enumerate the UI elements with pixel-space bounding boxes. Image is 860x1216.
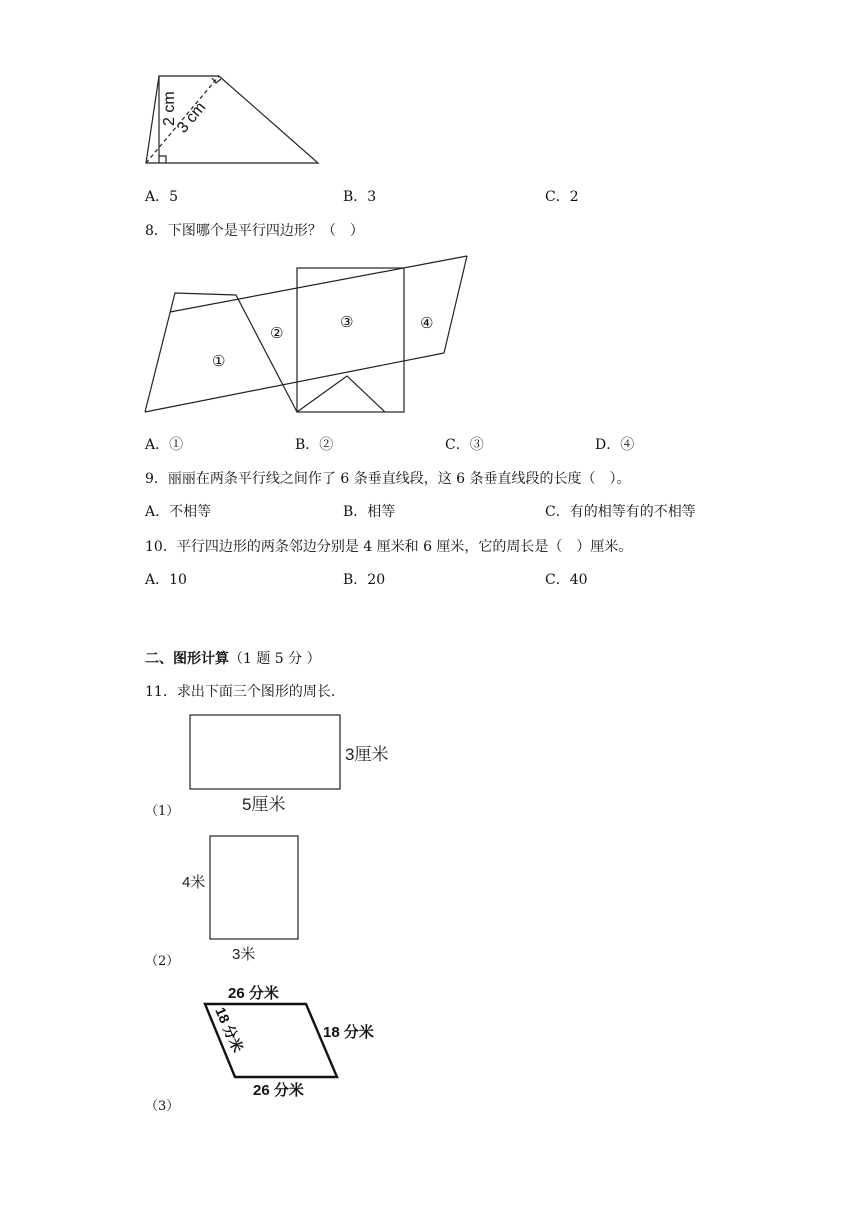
q9-option-c[interactable]: C．有的相等有的不相等	[545, 504, 696, 520]
fig1-height-label: 3厘米	[345, 745, 389, 764]
q11-stem: 11．求出下面三个图形的周长．	[145, 684, 345, 700]
q9-stem: 9．丽丽在两条平行线之间作了 6 条垂直线段，这 6 条垂直线段的长度（ ）。	[145, 471, 631, 487]
region-3-rectangle	[297, 268, 404, 412]
fig2-rectangle	[210, 836, 298, 939]
right-angle-mark-bottom	[159, 156, 166, 163]
q11-figure-3	[195, 980, 395, 1106]
q8-option-c[interactable]: C．③	[445, 437, 484, 453]
q10-option-c[interactable]: C．40	[545, 572, 588, 588]
right-slanted-edge	[444, 256, 467, 353]
q10-stem: 10．平行四边形的两条邻边分别是 4 厘米和 6 厘米，它的周长是（ ）厘米。	[145, 539, 633, 555]
q8-option-b[interactable]: B．②	[295, 437, 334, 453]
inner-triangle	[297, 376, 385, 412]
fig1-width-label: 5厘米	[242, 795, 286, 814]
q7-option-a[interactable]: A．5	[145, 189, 179, 205]
section-2-heading-rest: （1 题 5 分 ）	[229, 651, 321, 667]
q7-trapezoid-figure	[140, 70, 330, 170]
q10-option-b[interactable]: B．20	[343, 572, 386, 588]
fig3-bottom-label: 26 分米	[253, 1082, 304, 1099]
region-4-label: ④	[420, 315, 434, 332]
region-2-label: ②	[270, 325, 284, 342]
q7-long-label: 3 cm	[174, 99, 210, 137]
fig3-right-label: 18 分米	[323, 1024, 374, 1041]
q7-short-label: 2 cm	[161, 91, 178, 126]
section-2-heading	[145, 648, 321, 668]
q9-option-a[interactable]: A．不相等	[145, 504, 212, 520]
q8-stem: 8．下图哪个是平行四边形？（ ）	[145, 223, 364, 239]
q7-option-b[interactable]: B．3	[343, 189, 377, 205]
q8-option-d[interactable]: D．④	[595, 437, 635, 453]
fig2-height-label: 4米	[182, 874, 206, 891]
region-1-label: ①	[212, 353, 226, 370]
lower-slanted-line	[145, 353, 444, 412]
fig1-rectangle	[190, 715, 340, 789]
q11-figure-1	[185, 710, 405, 820]
q10-option-a[interactable]: A．10	[145, 572, 187, 588]
fig1-index: （1）	[145, 804, 180, 819]
region-3-label: ③	[340, 314, 354, 331]
section-2-heading-bold: 二、图形计算	[145, 651, 229, 667]
q11-figure-2	[180, 832, 310, 964]
fig2-width-label: 3米	[232, 946, 256, 963]
q8-figure	[140, 252, 480, 422]
q9-option-b[interactable]: B．相等	[343, 504, 396, 520]
fig3-index: （3）	[145, 1099, 180, 1114]
q7-option-c[interactable]: C．2	[545, 189, 579, 205]
upper-slanted-line	[170, 256, 467, 312]
fig3-left-label: 18 分米	[212, 1004, 247, 1055]
fig2-index: （2）	[145, 954, 180, 969]
q8-option-a[interactable]: A．①	[145, 437, 184, 453]
fig3-top-label: 26 分米	[228, 985, 279, 1002]
